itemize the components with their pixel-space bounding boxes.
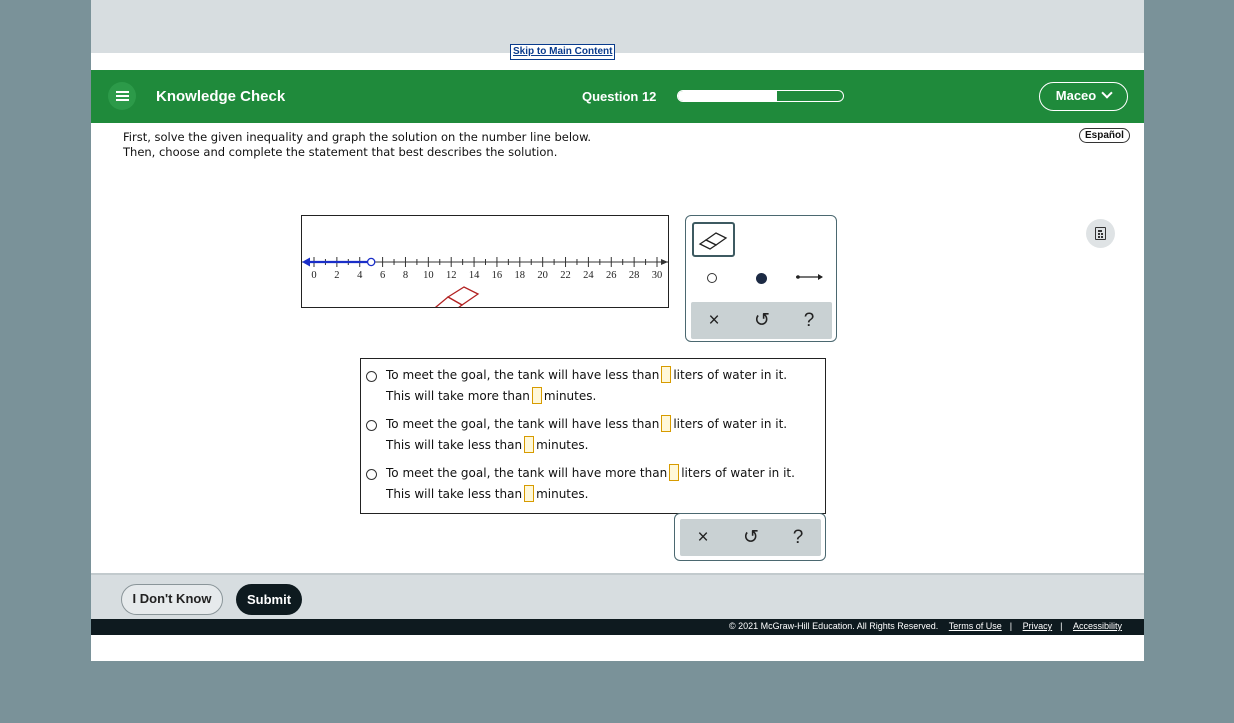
graph-action-bar bbox=[691, 302, 832, 339]
open-circle-icon[interactable] bbox=[707, 273, 717, 283]
number-line-label: 0 bbox=[311, 270, 317, 281]
choice-reset-button[interactable]: ↺ bbox=[743, 527, 759, 548]
radio-button[interactable] bbox=[366, 469, 377, 480]
menu-icon[interactable] bbox=[108, 82, 136, 110]
number-line-label: 22 bbox=[560, 270, 571, 281]
radio-button[interactable] bbox=[366, 420, 377, 431]
choice-action-bar bbox=[680, 519, 821, 556]
graph-help-button[interactable]: ? bbox=[803, 310, 815, 331]
choice-action-panel bbox=[674, 513, 826, 561]
instruction-line-2: Then, choose and complete the statement that best describes the solution. bbox=[123, 145, 558, 159]
number-line-label: 4 bbox=[357, 270, 363, 281]
espanol-button[interactable]: Español bbox=[1079, 128, 1130, 143]
ray-icon[interactable] bbox=[795, 270, 825, 284]
calculator-icon bbox=[1095, 227, 1106, 240]
choice-text-2: To meet the goal, the tank will have less than liters of water in it. This will take less than minutes. bbox=[386, 417, 788, 452]
progress-fill bbox=[678, 91, 777, 101]
number-line-svg[interactable] bbox=[302, 216, 668, 307]
choice-list bbox=[360, 358, 826, 514]
chevron-down-icon bbox=[1102, 87, 1113, 98]
number-line-label: 18 bbox=[514, 270, 526, 281]
copyright-bar: © 2021 McGraw-Hill Education. All Rights Reserved. Terms of Use | Privacy | Accessibility bbox=[91, 619, 1144, 635]
number-line-label: 24 bbox=[583, 270, 594, 281]
closed-circle-icon[interactable] bbox=[756, 273, 767, 284]
header-bar bbox=[91, 70, 1144, 123]
number-line-label: 26 bbox=[606, 270, 617, 281]
number-line-label: 6 bbox=[379, 270, 386, 281]
terms-link[interactable]: Terms of Use bbox=[948, 621, 1002, 631]
top-band bbox=[91, 0, 1144, 53]
number-line-label: 16 bbox=[491, 270, 503, 281]
number-line-label: 20 bbox=[537, 270, 548, 281]
number-line-label: 10 bbox=[423, 270, 434, 281]
privacy-link[interactable]: Privacy bbox=[1022, 621, 1053, 631]
answer-blank[interactable] bbox=[661, 415, 671, 432]
skip-to-main-link[interactable]: Skip to Main Content bbox=[510, 44, 615, 60]
choice-help-button[interactable]: ? bbox=[792, 527, 804, 548]
choice-text-1: To meet the goal, the tank will have less than liters of water in it. This will take more than minutes. bbox=[386, 368, 788, 403]
answer-blank[interactable] bbox=[524, 485, 534, 502]
eraser-icon bbox=[694, 224, 733, 255]
answer-blank[interactable] bbox=[532, 387, 542, 404]
footer-bar bbox=[91, 573, 1144, 619]
answer-blank[interactable] bbox=[669, 464, 679, 481]
ray-arrowhead bbox=[302, 258, 310, 267]
graph-reset-button[interactable]: ↺ bbox=[754, 310, 770, 331]
number-line-label: 28 bbox=[628, 270, 640, 281]
number-line-label: 2 bbox=[334, 270, 340, 281]
graph-tool-panel bbox=[685, 215, 837, 342]
submit-button[interactable]: Submit bbox=[236, 584, 302, 615]
number-line-label: 30 bbox=[651, 270, 663, 281]
accessibility-link[interactable]: Accessibility bbox=[1072, 621, 1122, 631]
calculator-button[interactable] bbox=[1086, 219, 1115, 248]
progress-bar bbox=[677, 90, 844, 102]
page-title: Knowledge Check bbox=[156, 88, 286, 105]
choice-text-3: To meet the goal, the tank will have more than liters of water in it. This will take less than minutes. bbox=[386, 466, 795, 501]
dont-know-button[interactable]: I Don't Know bbox=[121, 584, 223, 615]
user-menu-button[interactable] bbox=[1039, 82, 1128, 111]
copyright-text: © 2021 McGraw-Hill Education. All Rights Reserved. bbox=[729, 621, 939, 631]
eraser-icon[interactable] bbox=[436, 287, 478, 307]
ray-endpoint-open-circle[interactable] bbox=[368, 258, 375, 265]
app-window bbox=[91, 0, 1144, 661]
answer-blank[interactable] bbox=[661, 366, 671, 383]
instructions bbox=[123, 130, 591, 160]
radio-button[interactable] bbox=[366, 371, 377, 382]
eraser-tool-button[interactable] bbox=[692, 222, 735, 257]
number-line-label: 8 bbox=[402, 270, 409, 281]
choice-clear-button[interactable]: × bbox=[697, 527, 709, 548]
answer-blank[interactable] bbox=[524, 436, 534, 453]
number-line-graph[interactable] bbox=[301, 215, 669, 308]
number-line-label: 12 bbox=[445, 270, 457, 281]
question-label: Question 12 bbox=[582, 89, 657, 104]
number-line-label: 14 bbox=[468, 270, 480, 281]
user-name: Maceo bbox=[1055, 88, 1097, 103]
instruction-line-1: First, solve the given inequality and graph the solution on the number line below. bbox=[123, 130, 592, 144]
graph-clear-button[interactable]: × bbox=[708, 310, 720, 331]
